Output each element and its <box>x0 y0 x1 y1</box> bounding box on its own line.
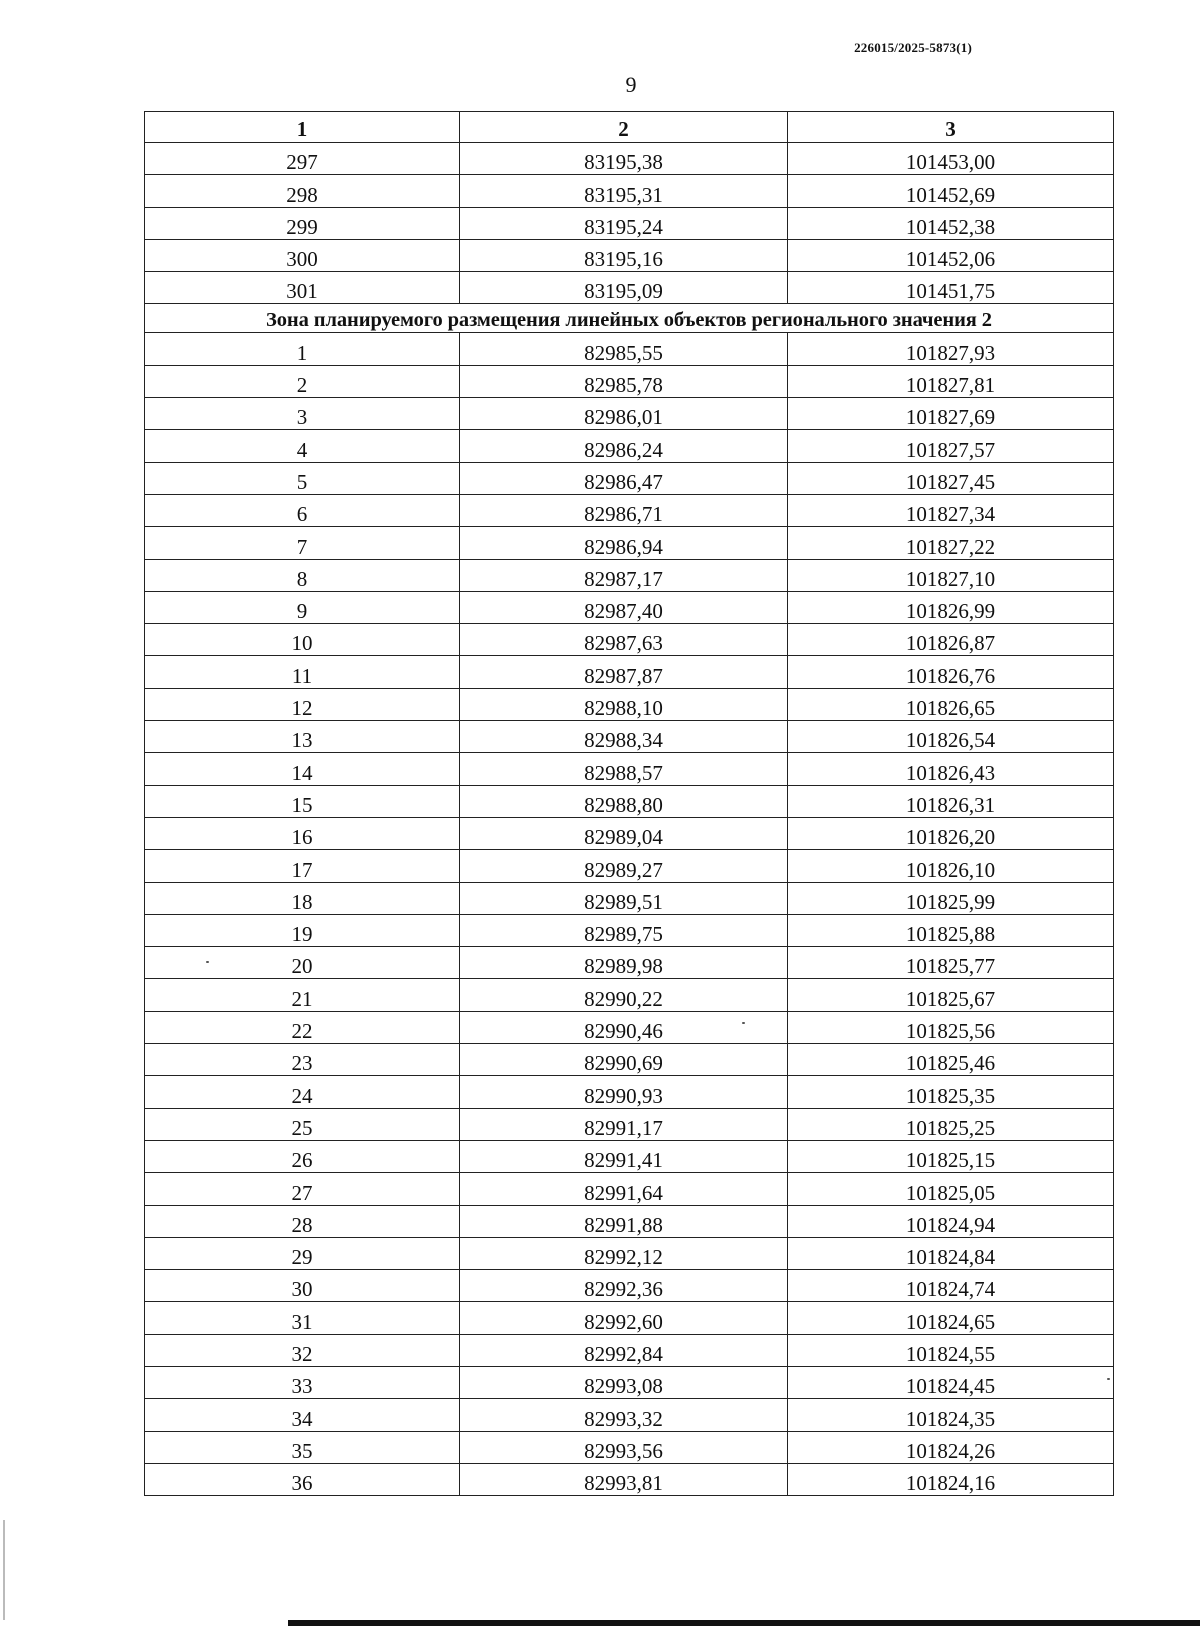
cell-x-coordinate: 82987,17 <box>460 559 788 591</box>
cell-y-coordinate: 101827,93 <box>788 333 1114 365</box>
cell-point-number: 11 <box>145 656 460 688</box>
table-row <box>145 559 1114 591</box>
table-row <box>145 591 1114 623</box>
page-number: 9 <box>625 72 637 97</box>
cell-y-coordinate: 101452,69 <box>788 175 1114 207</box>
column-header-point-number: 1 <box>145 112 460 143</box>
cell-point-number: 22 <box>145 1011 460 1043</box>
cell-x-coordinate: 82993,32 <box>460 1399 788 1431</box>
cell-point-number: 23 <box>145 1044 460 1076</box>
cell-y-coordinate: 101825,67 <box>788 979 1114 1011</box>
cell-x-coordinate: 82992,84 <box>460 1334 788 1366</box>
document-registration-number: 226015/2025-5873(1) <box>854 40 972 55</box>
cell-point-number: 2 <box>145 365 460 397</box>
cell-x-coordinate: 82993,56 <box>460 1431 788 1463</box>
cell-x-coordinate: 82988,80 <box>460 785 788 817</box>
cell-point-number: 12 <box>145 688 460 720</box>
cell-point-number: 7 <box>145 527 460 559</box>
cell-point-number: 30 <box>145 1270 460 1302</box>
cell-x-coordinate: 82988,57 <box>460 753 788 785</box>
cell-point-number: 27 <box>145 1173 460 1205</box>
table-row <box>145 175 1114 207</box>
coordinates-table <box>144 111 1114 1496</box>
cell-point-number: 20 <box>145 947 460 979</box>
cell-point-number: 33 <box>145 1366 460 1398</box>
cell-y-coordinate: 101825,35 <box>788 1076 1114 1108</box>
table-row <box>145 1463 1114 1495</box>
cell-x-coordinate: 82991,64 <box>460 1173 788 1205</box>
table-row <box>145 1399 1114 1431</box>
cell-x-coordinate: 82990,46 <box>460 1011 788 1043</box>
cell-y-coordinate: 101827,10 <box>788 559 1114 591</box>
table-row <box>145 1366 1114 1398</box>
cell-point-number: 301 <box>145 272 460 304</box>
cell-point-number: 9 <box>145 591 460 623</box>
cell-point-number: 16 <box>145 817 460 849</box>
table-row <box>145 1302 1114 1334</box>
table-row <box>145 785 1114 817</box>
cell-point-number: 4 <box>145 430 460 462</box>
table-row <box>145 462 1114 494</box>
cell-y-coordinate: 101452,06 <box>788 239 1114 271</box>
cell-y-coordinate: 101453,00 <box>788 143 1114 175</box>
cell-y-coordinate: 101827,57 <box>788 430 1114 462</box>
cell-point-number: 297 <box>145 143 460 175</box>
cell-y-coordinate: 101825,88 <box>788 914 1114 946</box>
table-row <box>145 1044 1114 1076</box>
table-row <box>145 882 1114 914</box>
scan-speck <box>206 961 209 963</box>
cell-y-coordinate: 101825,46 <box>788 1044 1114 1076</box>
table-row <box>145 272 1114 304</box>
table-row <box>145 1173 1114 1205</box>
cell-y-coordinate: 101824,35 <box>788 1399 1114 1431</box>
cell-x-coordinate: 82993,81 <box>460 1463 788 1495</box>
cell-point-number: 31 <box>145 1302 460 1334</box>
cell-y-coordinate: 101824,45 <box>788 1366 1114 1398</box>
cell-x-coordinate: 82992,60 <box>460 1302 788 1334</box>
cell-x-coordinate: 83195,31 <box>460 175 788 207</box>
cell-x-coordinate: 82986,94 <box>460 527 788 559</box>
scan-speck <box>742 1022 745 1024</box>
cell-y-coordinate: 101825,99 <box>788 882 1114 914</box>
cell-y-coordinate: 101825,05 <box>788 1173 1114 1205</box>
cell-y-coordinate: 101827,34 <box>788 494 1114 526</box>
cell-y-coordinate: 101826,54 <box>788 721 1114 753</box>
cell-y-coordinate: 101826,99 <box>788 591 1114 623</box>
cell-y-coordinate: 101827,22 <box>788 527 1114 559</box>
cell-point-number: 34 <box>145 1399 460 1431</box>
cell-y-coordinate: 101824,84 <box>788 1237 1114 1269</box>
table-row <box>145 1076 1114 1108</box>
cell-point-number: 10 <box>145 624 460 656</box>
cell-y-coordinate: 101827,45 <box>788 462 1114 494</box>
cell-point-number: 32 <box>145 1334 460 1366</box>
cell-point-number: 21 <box>145 979 460 1011</box>
table-row <box>145 398 1114 430</box>
cell-point-number: 24 <box>145 1076 460 1108</box>
cell-x-coordinate: 83195,24 <box>460 207 788 239</box>
cell-x-coordinate: 82988,34 <box>460 721 788 753</box>
cell-y-coordinate: 101824,26 <box>788 1431 1114 1463</box>
cell-x-coordinate: 82991,88 <box>460 1205 788 1237</box>
table-body <box>145 143 1114 1496</box>
cell-x-coordinate: 83195,16 <box>460 239 788 271</box>
table-row <box>145 1011 1114 1043</box>
cell-y-coordinate: 101826,43 <box>788 753 1114 785</box>
table-row <box>145 365 1114 397</box>
cell-y-coordinate: 101824,55 <box>788 1334 1114 1366</box>
scan-speck <box>1107 1378 1110 1380</box>
table-row <box>145 1205 1114 1237</box>
cell-y-coordinate: 101826,65 <box>788 688 1114 720</box>
cell-y-coordinate: 101451,75 <box>788 272 1114 304</box>
table-row <box>145 1108 1114 1140</box>
scan-edge-mark <box>3 1520 5 1620</box>
cell-point-number: 15 <box>145 785 460 817</box>
table-row <box>145 430 1114 462</box>
cell-y-coordinate: 101824,74 <box>788 1270 1114 1302</box>
cell-x-coordinate: 82991,41 <box>460 1140 788 1172</box>
cell-x-coordinate: 82989,98 <box>460 947 788 979</box>
cell-y-coordinate: 101824,65 <box>788 1302 1114 1334</box>
cell-y-coordinate: 101827,69 <box>788 398 1114 430</box>
cell-point-number: 5 <box>145 462 460 494</box>
table-row <box>145 1237 1114 1269</box>
table-row <box>145 1431 1114 1463</box>
cell-point-number: 17 <box>145 850 460 882</box>
table-row <box>145 1140 1114 1172</box>
table-row <box>145 850 1114 882</box>
cell-point-number: 19 <box>145 914 460 946</box>
cell-point-number: 29 <box>145 1237 460 1269</box>
cell-point-number: 3 <box>145 398 460 430</box>
cell-x-coordinate: 82986,71 <box>460 494 788 526</box>
cell-y-coordinate: 101826,76 <box>788 656 1114 688</box>
zone-heading: Зона планируемого размещения линейных объектов регионального значения 2 <box>145 304 1114 333</box>
table-row <box>145 688 1114 720</box>
cell-x-coordinate: 82987,63 <box>460 624 788 656</box>
column-header-y: 3 <box>788 112 1114 143</box>
cell-x-coordinate: 82986,24 <box>460 430 788 462</box>
table-row <box>145 1334 1114 1366</box>
cell-x-coordinate: 82987,40 <box>460 591 788 623</box>
column-header-x: 2 <box>460 112 788 143</box>
cell-y-coordinate: 101825,56 <box>788 1011 1114 1043</box>
cell-point-number: 8 <box>145 559 460 591</box>
cell-x-coordinate: 82986,47 <box>460 462 788 494</box>
cell-x-coordinate: 82993,08 <box>460 1366 788 1398</box>
cell-x-coordinate: 82992,12 <box>460 1237 788 1269</box>
table-row <box>145 817 1114 849</box>
cell-x-coordinate: 82990,93 <box>460 1076 788 1108</box>
table-row <box>145 656 1114 688</box>
cell-y-coordinate: 101826,31 <box>788 785 1114 817</box>
table-row <box>145 207 1114 239</box>
cell-y-coordinate: 101826,20 <box>788 817 1114 849</box>
cell-x-coordinate: 82989,51 <box>460 882 788 914</box>
cell-point-number: 300 <box>145 239 460 271</box>
cell-point-number: 14 <box>145 753 460 785</box>
cell-point-number: 18 <box>145 882 460 914</box>
cell-point-number: 298 <box>145 175 460 207</box>
cell-x-coordinate: 82988,10 <box>460 688 788 720</box>
table-row <box>145 979 1114 1011</box>
cell-y-coordinate: 101452,38 <box>788 207 1114 239</box>
table-row <box>145 333 1114 365</box>
cell-y-coordinate: 101825,77 <box>788 947 1114 979</box>
cell-y-coordinate: 101826,87 <box>788 624 1114 656</box>
cell-x-coordinate: 82990,22 <box>460 979 788 1011</box>
table-row <box>145 753 1114 785</box>
cell-y-coordinate: 101827,81 <box>788 365 1114 397</box>
table-row <box>145 721 1114 753</box>
cell-point-number: 1 <box>145 333 460 365</box>
table-row <box>145 1270 1114 1302</box>
cell-x-coordinate: 82989,04 <box>460 817 788 849</box>
cell-x-coordinate: 83195,09 <box>460 272 788 304</box>
cell-x-coordinate: 82989,75 <box>460 914 788 946</box>
cell-x-coordinate: 82987,87 <box>460 656 788 688</box>
cell-point-number: 35 <box>145 1431 460 1463</box>
cell-y-coordinate: 101825,15 <box>788 1140 1114 1172</box>
cell-x-coordinate: 82992,36 <box>460 1270 788 1302</box>
table-row <box>145 914 1114 946</box>
cell-x-coordinate: 82985,78 <box>460 365 788 397</box>
table-row <box>145 494 1114 526</box>
cell-point-number: 25 <box>145 1108 460 1140</box>
table-row <box>145 143 1114 175</box>
cell-x-coordinate: 82986,01 <box>460 398 788 430</box>
cell-point-number: 13 <box>145 721 460 753</box>
cell-x-coordinate: 83195,38 <box>460 143 788 175</box>
cell-y-coordinate: 101824,94 <box>788 1205 1114 1237</box>
cell-point-number: 26 <box>145 1140 460 1172</box>
header-row <box>145 112 1114 143</box>
cell-point-number: 36 <box>145 1463 460 1495</box>
table-row <box>145 527 1114 559</box>
cell-y-coordinate: 101826,10 <box>788 850 1114 882</box>
table-row <box>145 624 1114 656</box>
cell-point-number: 28 <box>145 1205 460 1237</box>
scan-bottom-edge <box>288 1620 1200 1626</box>
table-row <box>145 239 1114 271</box>
cell-y-coordinate: 101825,25 <box>788 1108 1114 1140</box>
table-row <box>145 947 1114 979</box>
cell-y-coordinate: 101824,16 <box>788 1463 1114 1495</box>
table-header <box>145 112 1114 143</box>
cell-point-number: 6 <box>145 494 460 526</box>
cell-x-coordinate: 82991,17 <box>460 1108 788 1140</box>
cell-x-coordinate: 82989,27 <box>460 850 788 882</box>
cell-x-coordinate: 82985,55 <box>460 333 788 365</box>
cell-x-coordinate: 82990,69 <box>460 1044 788 1076</box>
cell-point-number: 299 <box>145 207 460 239</box>
zone-heading-row <box>145 304 1114 333</box>
